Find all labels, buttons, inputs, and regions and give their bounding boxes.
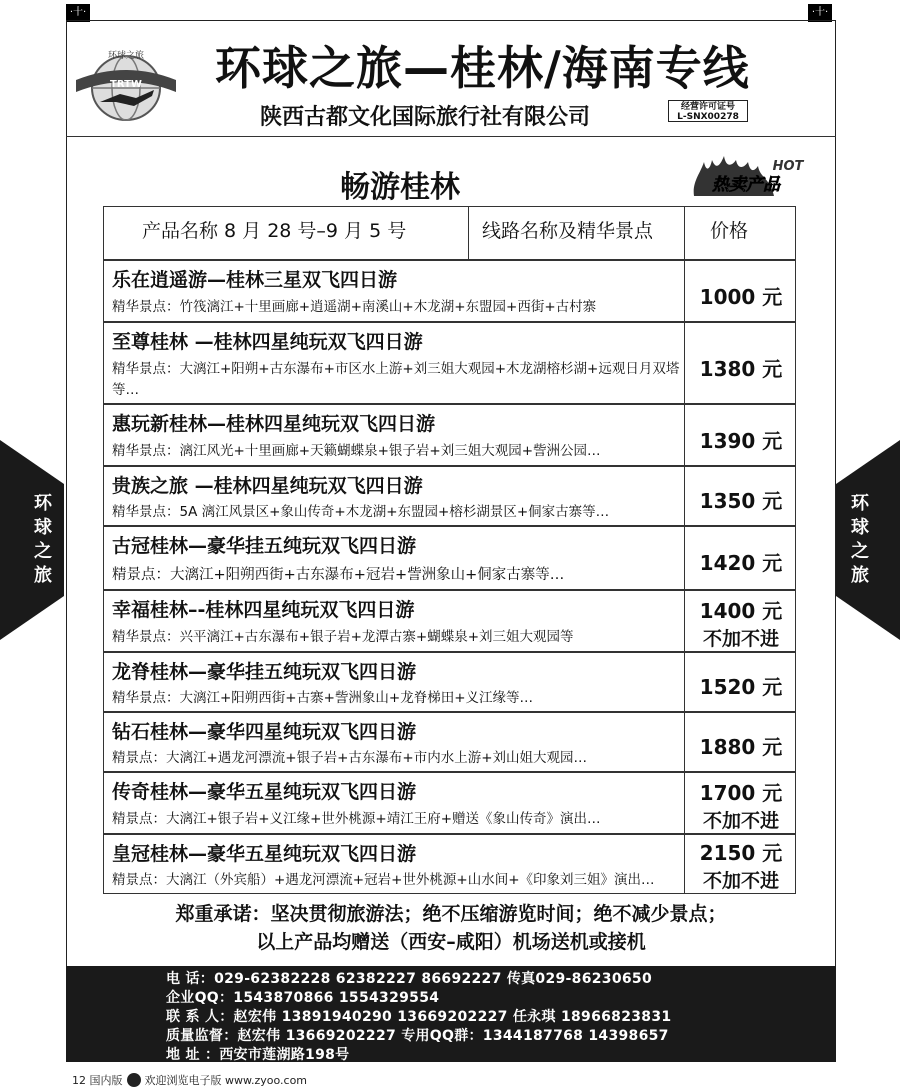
tour-detail: 精华景点：竹筏漓江+十里画廊+逍遥湖+南溪山+木龙湖+东盟园+西街+古村寨 bbox=[112, 299, 597, 315]
tour-detail: 精华景点：漓江风光+十里画廊+天籁蝴蝶泉+银子岩+刘三姐大观园+訾洲公园… bbox=[112, 443, 601, 459]
tour-row bbox=[103, 834, 796, 894]
tour-price bbox=[685, 595, 797, 651]
tour-detail: 精华景点：大漓江+阳朔西街+古寨+訾洲象山+龙脊梯田+义江缘等… bbox=[112, 690, 534, 706]
tour-detail: 精景点：大漓江（外宾船）+遇龙河漂流+冠岩+世外桃源+山水间+《印象刘三姐》演出… bbox=[112, 872, 655, 888]
tour-row bbox=[103, 404, 796, 466]
tour-name: 皇冠桂林—豪华五星纯玩双飞四日游 bbox=[112, 843, 417, 865]
tour-price bbox=[685, 485, 797, 514]
tour-price bbox=[685, 731, 797, 760]
tour-detail: 精景点：大漓江+银子岩+义江缘+世外桃源+靖江王府+赠送《象山传奇》演出… bbox=[112, 811, 601, 827]
table-header bbox=[103, 206, 796, 260]
tour-row bbox=[103, 466, 796, 526]
header-divider bbox=[468, 207, 469, 259]
tour-detail: 精华景点：5A 漓江风景区+象山传奇+木龙湖+东盟园+榕杉湖景区+侗家古寨等… bbox=[112, 504, 610, 520]
side-tab-right bbox=[836, 440, 900, 640]
side-tab-left-label: 环球之旅 bbox=[34, 493, 52, 586]
globe-logo bbox=[72, 40, 180, 126]
price-value: 1880 元 bbox=[699, 735, 783, 759]
license-number: L-SNX00278 bbox=[677, 112, 739, 122]
tour-price bbox=[685, 547, 797, 576]
footer-page: 12 国内版 bbox=[72, 1074, 123, 1087]
tour-price bbox=[685, 777, 797, 833]
company-name: 陕西古都文化国际旅行社有限公司 bbox=[260, 105, 591, 130]
tour-name: 钻石桂林—豪华四星纯玩双飞四日游 bbox=[112, 721, 417, 743]
tour-row bbox=[103, 526, 796, 590]
footer bbox=[72, 1072, 307, 1088]
tour-price bbox=[685, 425, 797, 454]
tour-detail: 精华景点：大漓江+阳朔+古东瀑布+市区水上游+刘三姐大观园+木龙湖榕杉湖+远观日月双塔等… bbox=[112, 361, 680, 398]
price-value: 1400 元 bbox=[699, 599, 783, 623]
price-value: 1380 元 bbox=[699, 357, 783, 381]
tour-price bbox=[685, 671, 797, 700]
price-value: 1700 元 bbox=[699, 781, 783, 805]
tour-name: 乐在逍遥游—桂林三星双飞四日游 bbox=[112, 269, 398, 291]
price-value: 1520 元 bbox=[699, 675, 783, 699]
tour-row bbox=[103, 322, 796, 404]
price-value: 1350 元 bbox=[699, 489, 783, 513]
tour-name: 龙脊桂林—豪华挂五纯玩双飞四日游 bbox=[112, 661, 417, 683]
promise-line-2: 以上产品均赠送（西安–咸阳）机场送机或接机 bbox=[256, 931, 646, 953]
price-value: 1420 元 bbox=[699, 551, 783, 575]
tour-price bbox=[685, 281, 797, 310]
logo-arc-text: 环球之旅 bbox=[107, 51, 145, 61]
price-condition: 不加不进 bbox=[702, 870, 779, 892]
logo-text: TRTW bbox=[110, 79, 142, 90]
hot-badge-cn: 热卖产品 bbox=[712, 175, 780, 195]
promise-line-1: 郑重承诺：坚决贯彻旅游法；绝不压缩游览时间；绝不减少景点； bbox=[175, 903, 727, 925]
main-title: 环球之旅—桂林/海南专线 bbox=[215, 41, 750, 95]
price-value: 1390 元 bbox=[699, 429, 783, 453]
header-rule bbox=[66, 136, 836, 137]
price-condition: 不加不进 bbox=[702, 628, 779, 650]
side-tab-right-label: 环球之旅 bbox=[851, 493, 869, 586]
tour-price bbox=[685, 837, 797, 893]
header-divider bbox=[684, 207, 685, 259]
tour-name: 传奇桂林—豪华五星纯玩双飞四日游 bbox=[112, 781, 417, 803]
tour-name: 贵族之旅 —桂林四星纯玩双飞四日游 bbox=[112, 475, 423, 497]
license-label: 经营许可证号 bbox=[680, 102, 735, 112]
corner-mark-left: ·十· bbox=[66, 4, 90, 22]
tour-row bbox=[103, 590, 796, 652]
tour-name: 古冠桂林—豪华挂五纯玩双飞四日游 bbox=[112, 535, 417, 557]
tour-row bbox=[103, 712, 796, 772]
contact-qq: 企业QQ：1543870866 1554329554 bbox=[166, 990, 440, 1006]
tour-detail: 精华景点：兴平漓江+古东瀑布+银子岩+龙潭古寨+蝴蝶泉+刘三姐大观园等 bbox=[112, 629, 574, 645]
col-product-header: 产品名称 8 月 28 号–9 月 5 号 bbox=[142, 220, 407, 242]
side-tab-left bbox=[0, 440, 64, 640]
tour-row bbox=[103, 260, 796, 322]
hot-badge-en: HOT bbox=[772, 159, 804, 174]
contact-address: 地 址 ：西安市莲湖路198号 bbox=[166, 1047, 350, 1063]
tour-name: 至尊桂林 —桂林四星纯玩双飞四日游 bbox=[112, 331, 423, 353]
section-title: 畅游桂林 bbox=[340, 170, 460, 205]
contact-phone: 电 话：029-62382228 62382227 86692227 传真029-86230650 bbox=[166, 971, 652, 987]
contact-panel bbox=[66, 966, 836, 1062]
tour-price bbox=[685, 353, 797, 382]
price-value: 2150 元 bbox=[699, 841, 783, 865]
col-price-header: 价格 bbox=[710, 220, 749, 242]
tour-row bbox=[103, 772, 796, 834]
corner-mark-right: ·十· bbox=[808, 4, 832, 22]
price-condition: 不加不进 bbox=[702, 810, 779, 832]
logo-icon bbox=[127, 1073, 141, 1087]
tour-detail: 精景点：大漓江+遇龙河漂流+银子岩+古东瀑布+市内水上游+刘山姐大观园… bbox=[112, 750, 588, 766]
promise-text bbox=[66, 900, 836, 956]
hot-badge bbox=[690, 152, 810, 198]
tour-detail: 精景点：大漓江+阳朔西街+古东瀑布+冠岩+訾洲象山+侗家古寨等… bbox=[112, 567, 565, 583]
tour-name: 幸福桂林–-桂林四星纯玩双飞四日游 bbox=[112, 599, 415, 621]
col-route-header: 线路名称及精华景点 bbox=[482, 220, 654, 242]
tour-row bbox=[103, 652, 796, 712]
contact-supervision: 质量监督：赵宏伟 13669202227 专用QQ群：1344187768 14398657 bbox=[166, 1028, 669, 1044]
tour-name: 惠玩新桂林—桂林四星纯玩双飞四日游 bbox=[112, 413, 436, 435]
contact-people: 联 系 人：赵宏伟 13891940290 13669202227 任永琪 18966823831 bbox=[166, 1009, 672, 1025]
footer-site-link[interactable]: 欢迎浏览电子版 www.zyoo.com bbox=[144, 1074, 308, 1087]
price-value: 1000 元 bbox=[699, 285, 783, 309]
license-box bbox=[668, 100, 748, 122]
